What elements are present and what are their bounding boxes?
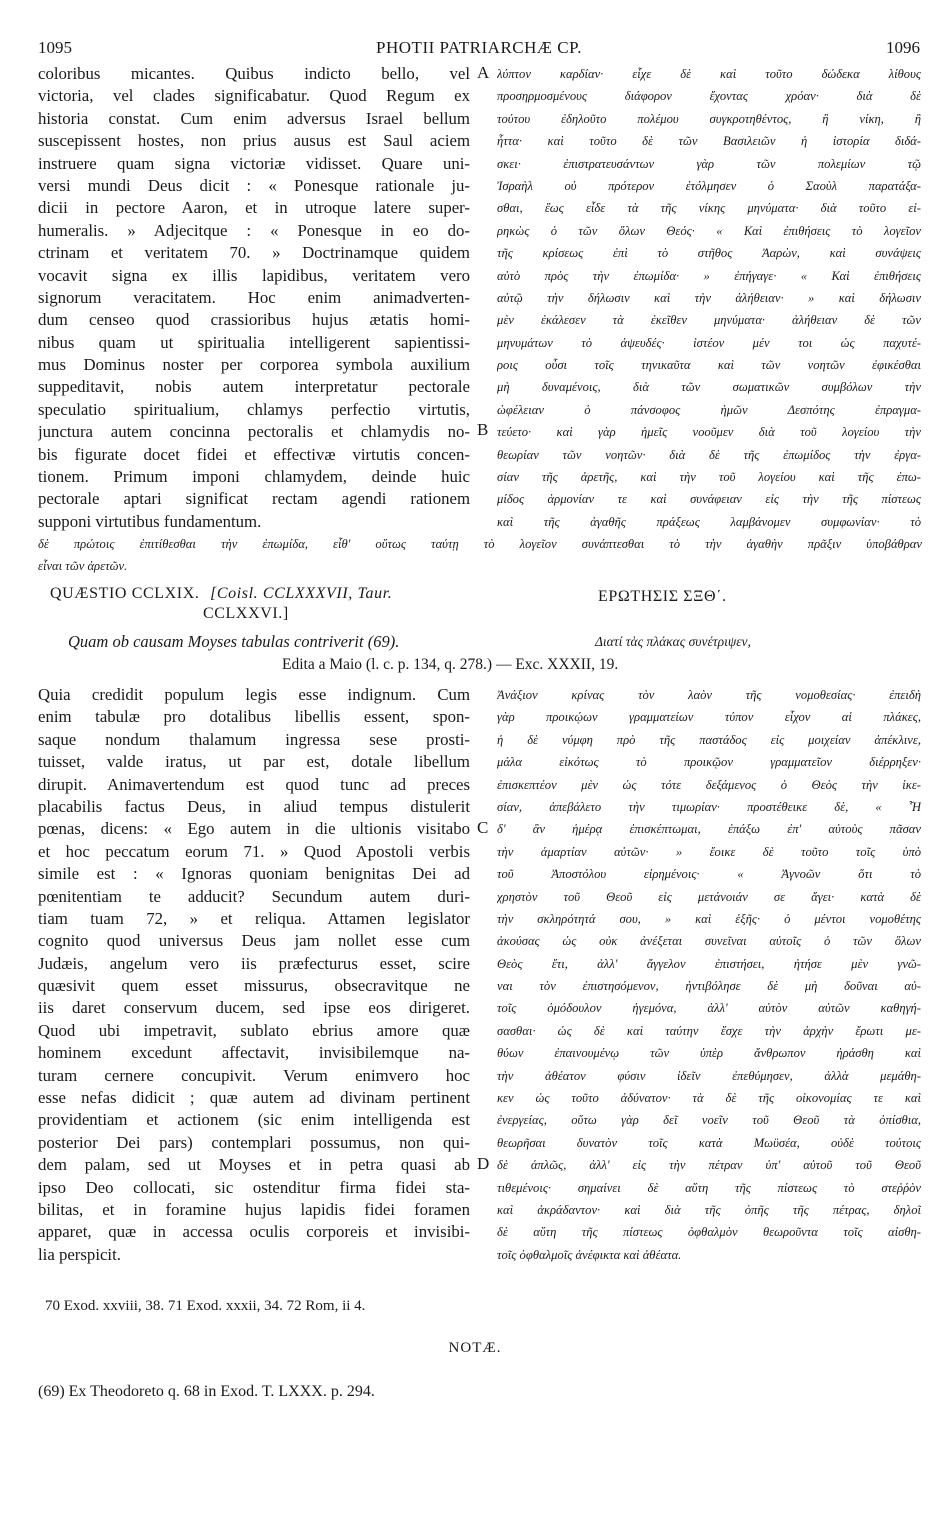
text-line: σίαν τῆς ἀρετῆς, καὶ τὴν τοῦ λογείου καὶ τῆς ἐπω-: [497, 470, 921, 485]
text-line: αὐτὸ πρὸς τὴν ἐπωμίδα· » ἐπήγαγε· « Καὶ ἐπιθήσεις: [497, 268, 921, 283]
text-line: τῆς κρίσεως ἐπὶ τὸ στῆθος Ἀαρὼν, καὶ συνάψεις: [497, 246, 921, 261]
question-latin-title-cont: CCLXXVI.]: [203, 605, 289, 622]
text-line: Θεὸς ἔτι, ἀλλ' ἄγγελον ἐπιστήσει, ἠτήσε μὲν γνῶ-: [497, 956, 921, 971]
text-line: saque nondum thalamum ingressa sese prosti-: [38, 729, 470, 749]
text-line: dem palam, sed ut Moyses et in petra quasi ab: [38, 1155, 470, 1175]
text-line: ἐνεργείας, οὕτω γὰρ δεῖ νοεῖν τοῦ Θεοῦ τὰ ὀπίσθια,: [497, 1113, 921, 1128]
running-header: [38, 38, 920, 60]
text-line: pœnitentiam te adducit? Secundum autem duri-: [38, 886, 470, 906]
text-line: ἐπισκεπτέον μὲν ὡς τότε δεξάμενος ὁ Θεὸς τὴν ἱκε-: [497, 777, 921, 792]
text-line: ἀκούσας ὡς οὐκ ἀνέξεται συνεῖναι αὐτοῖς ὁ τῶν ὅλων: [497, 934, 921, 949]
text-line: μηνυμάτων τὸ ἀψευδές· ἰστέον μέν τοι ὡς παχυτέ-: [497, 335, 921, 350]
text-line: τεύετο· καὶ γὰρ ἡμεῖς νοοῦμεν διὰ τοῦ λογείου τὴν: [497, 425, 921, 440]
text-line: instruere quam signa victoriæ vidisset. Quare uni-: [38, 153, 470, 173]
latin-column-bottom: [38, 684, 470, 1266]
text-line: ipso Deo collocati, sic ostenditur firma fidei sta-: [38, 1177, 470, 1197]
question-greek-subtitle: Διατί τὰς πλάκας συνέτριψεν,: [595, 634, 751, 649]
text-line: speculatio spiritualium, chlamys perfectio virtutis,: [38, 399, 470, 419]
text-line: enim tabulæ pro dotalibus libellis essent, spon-: [38, 707, 470, 727]
spanning-greek-text: [38, 533, 922, 578]
edition-note: Edita a Maio (l. c. p. 134, q. 278.) — Exc. XXXII, 19.: [282, 656, 619, 673]
text-line: signorum veracitatem. Hoc enim animadverten-: [38, 287, 470, 307]
column-number-left: 1095: [38, 38, 72, 57]
text-line: vocavit signa ex illis lapidibus, veritatem vero: [38, 265, 470, 285]
text-line: τὴν ἀθέατον φύσιν ἰδεῖν ἐπεθύμησεν, ἀλλὰ μεμάθη-: [497, 1068, 921, 1083]
text-line: σασθαι· ὡς δὲ καὶ ταύτην ἔσχε τὴν ἀρχὴν ἔρωτι με-: [497, 1023, 921, 1038]
text-line: cognito quod universus Deus jam nollet esse cum: [38, 931, 470, 951]
text-line: καὶ ἀκράδαντον· καὶ διὰ τῆς ὀπῆς τῆς πέτρας, δηλοῖ: [497, 1202, 921, 1217]
text-line: μὲν ἐκάλεσεν τὰ ἐκεῖθεν μηνύματα· ἀλήθειαν δὲ τῶν: [497, 313, 921, 328]
column-number-right: 1096: [886, 38, 920, 57]
text-line: tiam tuam 72, » et reliqua. Attamen legislator: [38, 908, 470, 928]
text-line: τούτου ἐδηλοῦτο πολέμου συγκροτηθέντος, ἢ νίκη, ἢ: [497, 111, 921, 126]
text-line: Quia credidit populum legis esse indignum. Cum: [38, 685, 470, 704]
text-line: δ' ἂν ἡμέρᾳ ἐπισκέπτωμαι, ἐπάξω ἐπ' αὐτοὺς πᾶσαν: [497, 822, 921, 837]
text-line: δὲ αὕτη τῆς πίστεως ὀφθαλμὸν θεωροῦντα τοῖς αἰσθη-: [497, 1225, 921, 1240]
text-line: σίαν, ἀπεβάλετο τὴν τιμωρίαν· προστέθεικε δὲ, « Ἧ: [497, 799, 921, 814]
text-line: tuisset, valde iratus, ut par est, dotale libellum: [38, 752, 470, 772]
text-line: τοῖς ὁμόδουλον ἡγεμόνα, ἀλλ' αὐτὸν αὐτῶν καθηγή-: [497, 1001, 921, 1016]
text-line: ἧττα· καὶ τοῦτο δὲ τῶν Βασιλειῶν ἡ ἱστορία διδά-: [497, 134, 921, 149]
text-line: dirupit. Animavertendum est quod tunc ad preces: [38, 774, 470, 794]
text-line: suscepissent hostes, non prius ausus est Saul aciem: [38, 131, 470, 151]
text-line: σθαι, ἕως εἶδε τὰ τῆς νίκης μηνύματα· διὰ τοῦτο εἰ-: [497, 201, 921, 216]
question-latin-title: QUÆSTIO CCLXIX. [Coisl. CCLXXXVII, Taur.: [50, 585, 393, 602]
note-69: (69) Ex Theodoreto q. 68 in Exod. T. LXXX. p. 294.: [38, 1383, 375, 1400]
text-line: et hoc peccatum eorum 71. » Quod Apostoli verbis: [38, 841, 470, 861]
running-title: PHOTII PATRIARCHÆ CP.: [376, 38, 582, 57]
text-line: Judæis, angelum vero iis præfecturus esset, scire: [38, 953, 470, 973]
text-line: ctrinam et veritatem 70. » Doctrinamque quidem: [38, 243, 470, 263]
text-line: Quod ubi impetravit, sublato ebrius amore quæ: [38, 1020, 470, 1040]
text-line: γὰρ προικῴων γραμματείων τύπον εἶχον αἱ πλάκες,: [497, 710, 921, 725]
text-line: τιθεμένοις· σημαίνει δὲ αὕτη τῆς πίστεως τὸ στεῤῥὸν: [497, 1180, 921, 1195]
text-line: mus Dominus noster per corporea symbola auxilium: [38, 355, 470, 375]
text-line: τὴν σκληρότητά σου, » καὶ ἑξῆς· ὁ μέντοι νομοθέτης: [497, 911, 921, 926]
margin-marker-b: B: [477, 420, 489, 439]
text-line: dum censeo quod crassioribus hujus ætatis homi-: [38, 310, 470, 330]
text-line: iis daret conservum ducem, sed ipse eos dirigeret.: [38, 998, 470, 1018]
text-line: δὲ ἁπλῶς, ἀλλ' εἰς τὴν πέτραν ὑπ' αὐτοῦ τοῦ Θεοῦ: [497, 1158, 921, 1173]
text-line: esse nefas didicit ; quæ autem ad divinam pertinent: [38, 1088, 470, 1108]
text-line: τοῦ Ἀποστόλου εἰρημένοις· « Ἀγνοῶν ὅτι τὸ: [497, 867, 921, 882]
text-line: bis figurate docet fidei et effectivæ virtutis concen-: [38, 444, 470, 464]
text-line: simile est : « Ignoras quoniam benignitas Dei ad: [38, 864, 470, 884]
text-line: humeralis. » Adjecitque : « Ponesque in eo do-: [38, 220, 470, 240]
text-line: καὶ τῆς ἀγαθῆς πράξεως λαμβάνομεν συμφωνίαν· τὸ: [497, 514, 921, 529]
text-line: lia perspicit.: [38, 1244, 121, 1264]
text-line: θύων ἐπαινουμένῳ τῶν ὑπὲρ ἄνθρωπον ἠράσθη καὶ: [497, 1046, 921, 1061]
greek-column-bottom: [497, 684, 921, 1266]
text-line: pœnas, dicens: « Ego autem in die ultionis visitabo: [38, 819, 470, 839]
text-line: θεωρῆσαι δυνατὸν τοῖς κατὰ Μωϋσέα, οὐδὲ τούτοις: [497, 1135, 921, 1150]
text-line: placabilis factus Deus, in aliud tempus distulerit: [38, 796, 470, 816]
text-line: ροις οὖσι τοῖς τηνικαῦτα καὶ τῶν νοητῶν ἐφικέσθαι: [497, 358, 921, 373]
text-line: λύπτον καρδίαν· εἶχε δὲ καὶ τοῦτο δώδεκα λίθους: [497, 67, 921, 81]
text-line: versi mundi Deus dicit : « Ponesque rationale ju-: [38, 175, 470, 195]
text-line: hominem excedunt affectavit, invisibilemque na-: [38, 1043, 470, 1063]
text-line: χρηστὸν τοῦ Θεοῦ εἰς μετάνοιάν σε ἄγει· κατὰ δὲ: [497, 889, 921, 904]
text-line: apparet, quæ in accessa oculis corporeis et invisibi-: [38, 1222, 470, 1242]
text-line: κεν ὡς τοῦτο ἀδύνατον· τὰ δὲ τῆς οἰκονομίας τε καὶ: [497, 1091, 921, 1106]
text-line: turam cernere concupivit. Verum enimvero hoc: [38, 1065, 470, 1085]
footnotes: 70 Exod. xxviii, 38. 71 Exod. xxxii, 34. 72 Rom, ii 4.: [45, 1298, 366, 1314]
text-line: ρηκὼς ὁ τῶν ὅλων Θεός· « Καὶ ἐπιθήσεις τὸ λογεῖον: [497, 223, 921, 238]
text-line: victoria, vel clades significabatur. Quod Regum ex: [38, 86, 470, 106]
text-line: tionem. Primum imponi chlamydem, deinde huic: [38, 467, 470, 487]
text-line: θεωρίαν τῶν νοητῶν· διὰ δὲ τῆς ἐπωμίδος τὴν ἐργα-: [497, 447, 921, 462]
text-line: junctura autem concinna pectoralis et chlamydis no-: [38, 422, 470, 442]
question-latin-subtitle: Quam ob causam Moyses tabulas contriverit (69).: [68, 632, 400, 651]
text-line: αὐτῷ τὴν δήλωσιν καὶ τὴν ἀλήθειαν· » καὶ δήλωσιν: [497, 290, 921, 305]
spanning-greek-line: δὲ πρώτοις ἐπιτίθεσθαι τὴν ἐπωμίδα, εἶθ' οὕτως ταύτῃ τὸ λογεῖον συνάπτεσθαι τὸ τὴν ἀγαθὴν πρᾶξιν ὑποβάθραν: [38, 537, 922, 551]
text-line: historia constat. Cum enim adversus Israel bellum: [38, 108, 470, 128]
notae-heading: NOTÆ.: [448, 1340, 502, 1356]
text-line: bilitas, et in foramine hujus lapidis fidei foramen: [38, 1199, 470, 1219]
text-line: μάλα εἰκότως τὸ προικῷον γραμματεῖον διέρρηξεν·: [497, 755, 921, 770]
text-line: quæsivit quem esset missurus, obsecravitque ne: [38, 976, 470, 996]
margin-marker-d: D: [477, 1154, 490, 1173]
text-line: coloribus micantes. Quibus indicto bello, vel: [38, 64, 470, 83]
text-line: dicii in pectore Aaron, et in utroque latere super-: [38, 198, 470, 218]
text-line: ναι τὸν ἐπιστησόμενον, ἠντιβόλησε δὲ μὴ δοῦναι αὐ-: [497, 979, 921, 994]
text-line: μὴ δυναμένοις, διὰ τῶν σωματικῶν συμβόλων τὴν: [497, 380, 921, 395]
latin-column-top: [38, 63, 470, 533]
spanning-greek-line: εἶναι τῶν ἀρετῶν.: [38, 559, 128, 574]
text-line: ὠφέλειαν ὁ πάνσοφος ἡμῶν Δεσπότης ἐπραγμα-: [497, 402, 921, 417]
text-line: Ἰσραὴλ οὐ πρότερον ἐτόλμησεν ὁ Σαοὺλ παρατάξα-: [497, 178, 921, 193]
text-line: suppeditavit, nobis autem interpretatur pectorale: [38, 377, 470, 397]
text-line: Ἀνάξιον κρίνας τὸν λαὸν τῆς νομοθεσίας· ἐπειδὴ: [497, 688, 921, 702]
text-line: pectorale aptari significat rectam agendi rationem: [38, 489, 470, 509]
text-line: μίδος ἁρμονίαν τε καὶ συνάφειαν εἰς τὴν τῆς πίστεως: [497, 492, 921, 507]
text-line: τοῖς ὀφθαλμοῖς ἀνέφικτα καὶ ἀθέατα.: [497, 1247, 682, 1262]
margin-marker-c: C: [477, 818, 489, 837]
text-line: ἡ δὲ νύμφη πρὸ τῆς παστάδος εἰς μοιχείαν ἀπέκλινε,: [497, 732, 921, 747]
text-line: τὴν ἁμαρτίαν αὐτῶν· » ἔοικε δὲ τοῦτο τοῖς ὑπὸ: [497, 844, 921, 859]
text-line: supponi virtutibus fundamentum.: [38, 511, 262, 531]
text-line: προσηρμοσμένους διάφορον ἔχοντας χρόαν· διὰ δὲ: [497, 89, 921, 104]
text-line: providentiam et actionem (sic enim intelligenda est: [38, 1110, 470, 1130]
text-line: nibus quam ut spiritualia intelligerent sapientissi-: [38, 332, 470, 352]
question-greek-title: ΕΡΩΤΗΣΙΣ ΣΞΘ΄.: [598, 588, 727, 605]
text-line: posterior Dei pars) contemplari possumus, non qui-: [38, 1132, 470, 1152]
greek-column-top: [497, 63, 921, 533]
margin-marker-a: A: [477, 63, 490, 82]
text-line: σκει· ἐπιστρατευσάντων γὰρ τῶν πολεμίων τῷ: [497, 156, 921, 171]
